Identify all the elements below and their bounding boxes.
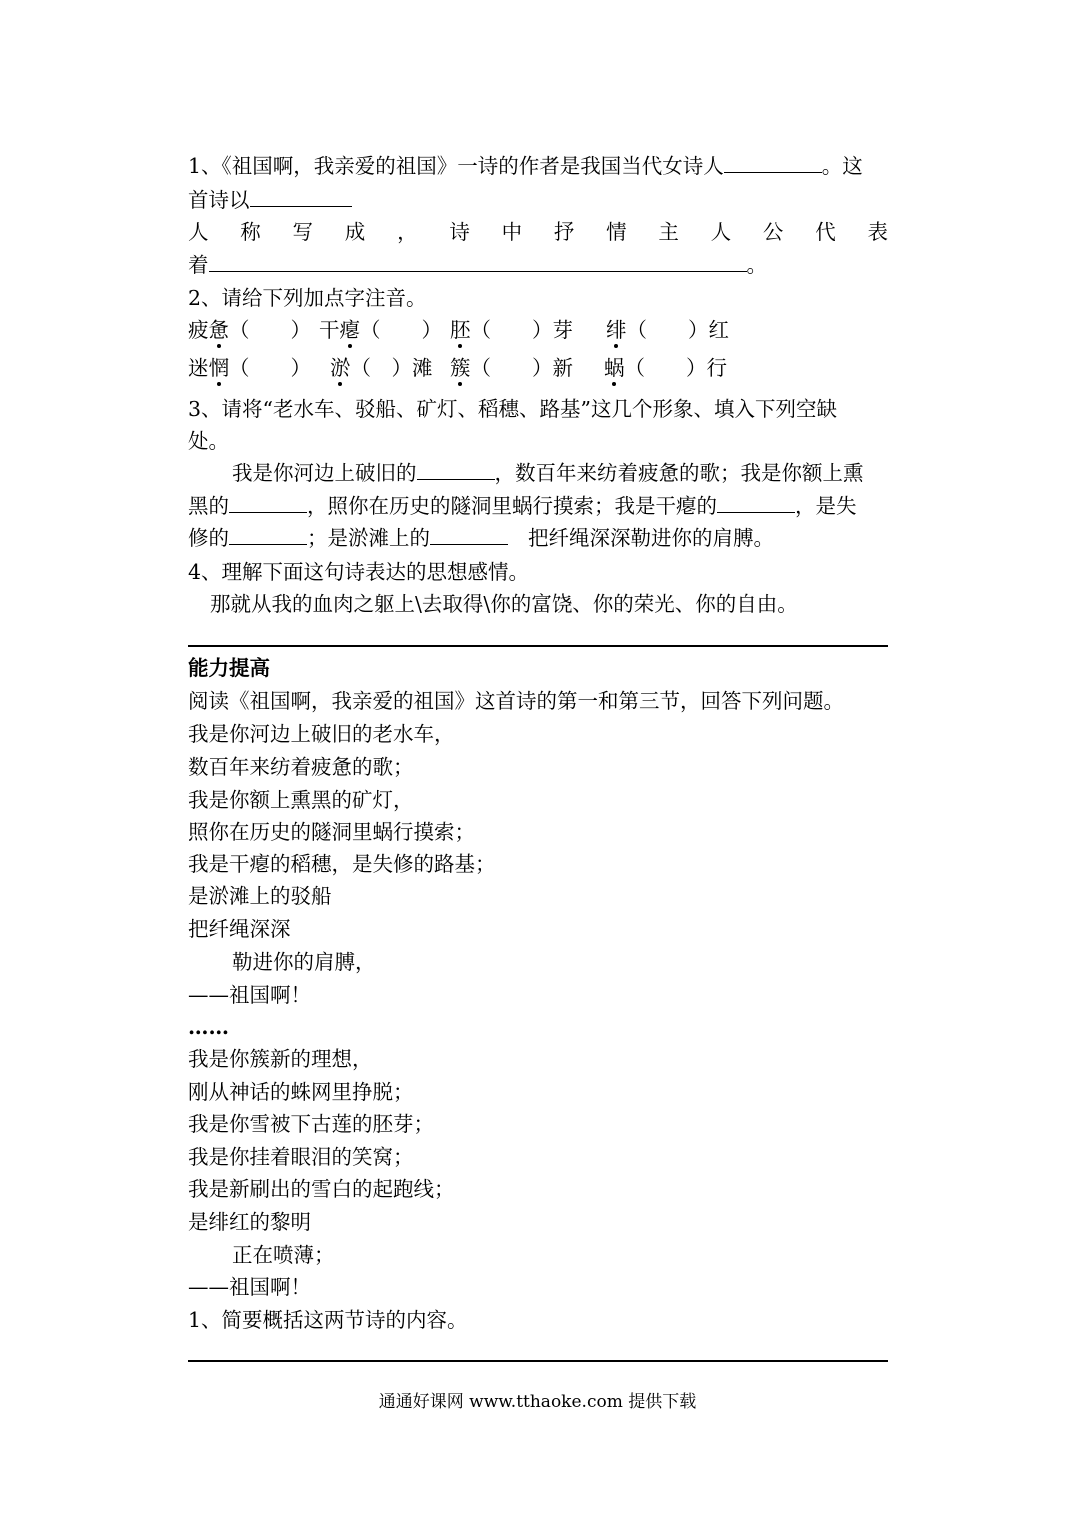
- q3-para-line3: [188, 524, 774, 552]
- pinyin-item: [188, 354, 311, 382]
- answer-paren[interactable]: （ ）芽: [470, 318, 573, 342]
- item-char: 疲: [188, 318, 209, 342]
- dotted-char: 胚: [450, 318, 471, 342]
- q1-text: 首诗以: [188, 188, 250, 212]
- q3-text: ，数百年来纺着疲惫的歌；我是你额上熏: [494, 461, 864, 485]
- section-divider: [188, 645, 888, 647]
- answer-paren[interactable]: （ ）红: [626, 318, 729, 342]
- poem-ellipsis: ……: [188, 1015, 229, 1039]
- pinyin-item: [450, 354, 573, 382]
- footer-text: 通通好课网 www.tthaoke.com 提供下载: [378, 1392, 697, 1412]
- dotted-char: 瘪: [339, 318, 360, 342]
- answer-blank[interactable]: [717, 492, 795, 513]
- q1-line1: [188, 152, 863, 180]
- dotted-char: 淤: [330, 356, 351, 380]
- q3-para-line1: [232, 459, 864, 487]
- q1-text: 。: [746, 253, 767, 277]
- poem-line-indented: 正在喷薄；: [232, 1243, 335, 1267]
- q3-title-2: 处。: [188, 429, 229, 453]
- answer-paren[interactable]: （ ）行: [624, 356, 727, 380]
- q3-text: 修的: [188, 526, 229, 550]
- q1-char: 抒: [553, 220, 575, 244]
- q3-title-1: 3、请将“老水车、驳船、矿灯、稻穗、路基”这几个形象、填入下列空缺: [188, 397, 838, 421]
- item-char: 迷: [188, 356, 209, 380]
- answer-blank[interactable]: [209, 251, 747, 272]
- answer-paren[interactable]: （ ）滩: [350, 356, 433, 380]
- poem-line: 我是你雪被下古莲的胚芽；: [188, 1112, 434, 1136]
- q1-line4: [188, 251, 767, 279]
- q2-title: 2、请给下列加点字注音。: [188, 286, 427, 310]
- q1-line2: [188, 186, 352, 214]
- answer-paren[interactable]: （ ）: [229, 356, 311, 380]
- q1-char: 中: [501, 220, 523, 244]
- q1-char: 情: [606, 220, 627, 244]
- q1-char: 代: [815, 220, 836, 244]
- pinyin-item: [604, 354, 727, 382]
- q3-text: 黑的: [188, 494, 229, 518]
- q3-text: 我是你河边上破旧的: [232, 461, 417, 485]
- q4-title: 4、理解下面这句诗表达的思想感情。: [188, 560, 530, 584]
- q1-char: 表: [867, 220, 888, 244]
- q1-char: ，: [397, 220, 418, 244]
- reading-intro: 阅读《祖国啊，我亲爱的祖国》这首诗的第一和第三节，回答下列问题。: [188, 689, 844, 713]
- pinyin-item: [450, 316, 573, 344]
- q1-text: 。这: [821, 154, 863, 178]
- dotted-char: 蜗: [604, 356, 625, 380]
- poem-line: 我是干瘪的稻穗，是失修的路基；: [188, 852, 496, 876]
- poem-refrain: ——祖国啊！: [188, 1275, 311, 1299]
- answer-blank[interactable]: [250, 186, 352, 207]
- dotted-char: 簇: [450, 356, 471, 380]
- poem-line: 把纤绳深深: [188, 917, 291, 941]
- q1-line3: [188, 218, 888, 246]
- q1-char: 主: [658, 220, 679, 244]
- q1-char: 写: [292, 220, 314, 244]
- pinyin-item: [606, 316, 729, 344]
- q3-text: 把纤绳深深勒进你的肩膊。: [528, 526, 774, 550]
- answer-blank[interactable]: [724, 152, 822, 173]
- poem-line-indented: 勒进你的肩膊，: [232, 950, 376, 974]
- answer-blank[interactable]: [430, 524, 508, 545]
- answer-paren[interactable]: （ ）新: [470, 356, 573, 380]
- dotted-char: 绯: [606, 318, 627, 342]
- poem-line: 照你在历史的隧洞里蜗行摸索；: [188, 820, 475, 844]
- poem-refrain: ——祖国啊！: [188, 983, 311, 1007]
- answer-blank[interactable]: [229, 492, 307, 513]
- poem-line: 数百年来纺着疲惫的歌；: [188, 755, 414, 779]
- q4-quote: 那就从我的血肉之躯上\去取得\你的富饶、你的荣光、你的自由。: [210, 592, 798, 616]
- q3-para-line2: [188, 492, 857, 520]
- pinyin-item: [330, 354, 433, 382]
- poem-line: 我是你额上熏黑的矿灯，: [188, 788, 414, 812]
- poem-line: 我是你簇新的理想，: [188, 1047, 373, 1071]
- q1-text: 着: [188, 253, 209, 277]
- section-heading: 能力提高: [188, 656, 270, 680]
- poem-line: 刚从神话的蛛网里挣脱；: [188, 1080, 414, 1104]
- reading-question-1: 1、简要概括这两节诗的内容。: [188, 1308, 468, 1332]
- q1-char: 人: [188, 220, 209, 244]
- poem-line: 我是新刷出的雪白的起跑线；: [188, 1177, 455, 1201]
- pinyin-item: [188, 316, 311, 344]
- q1-text: 1、《祖国啊，我亲爱的祖国》一诗的作者是我国当代女诗人: [188, 154, 724, 178]
- answer-blank[interactable]: [229, 524, 307, 545]
- q1-char: 公: [762, 220, 784, 244]
- q1-char: 成: [344, 220, 366, 244]
- poem-line: 是绯红的黎明: [188, 1210, 311, 1234]
- q3-text: ，照你在历史的隧洞里蜗行摸索；我是干瘪的: [307, 494, 717, 518]
- answer-blank[interactable]: [417, 459, 495, 480]
- dotted-char: 惘: [208, 356, 229, 380]
- answer-paren[interactable]: （ ）: [229, 318, 311, 342]
- q1-char: 称: [240, 220, 261, 244]
- pinyin-item: [319, 316, 442, 344]
- answer-paren[interactable]: （ ）: [360, 318, 442, 342]
- q1-char: 诗: [449, 220, 470, 244]
- poem-line: 我是你河边上破旧的老水车，: [188, 722, 455, 746]
- q3-text: ，是失: [795, 494, 857, 518]
- dotted-char: 惫: [208, 318, 229, 342]
- footer-divider: [188, 1360, 888, 1362]
- poem-line: 我是你挂着眼泪的笑窝；: [188, 1145, 414, 1169]
- q3-text: ；是淤滩上的: [307, 526, 430, 550]
- poem-line: 是淤滩上的驳船: [188, 884, 332, 908]
- item-char: 干: [319, 318, 340, 342]
- q1-char: 人: [710, 220, 732, 244]
